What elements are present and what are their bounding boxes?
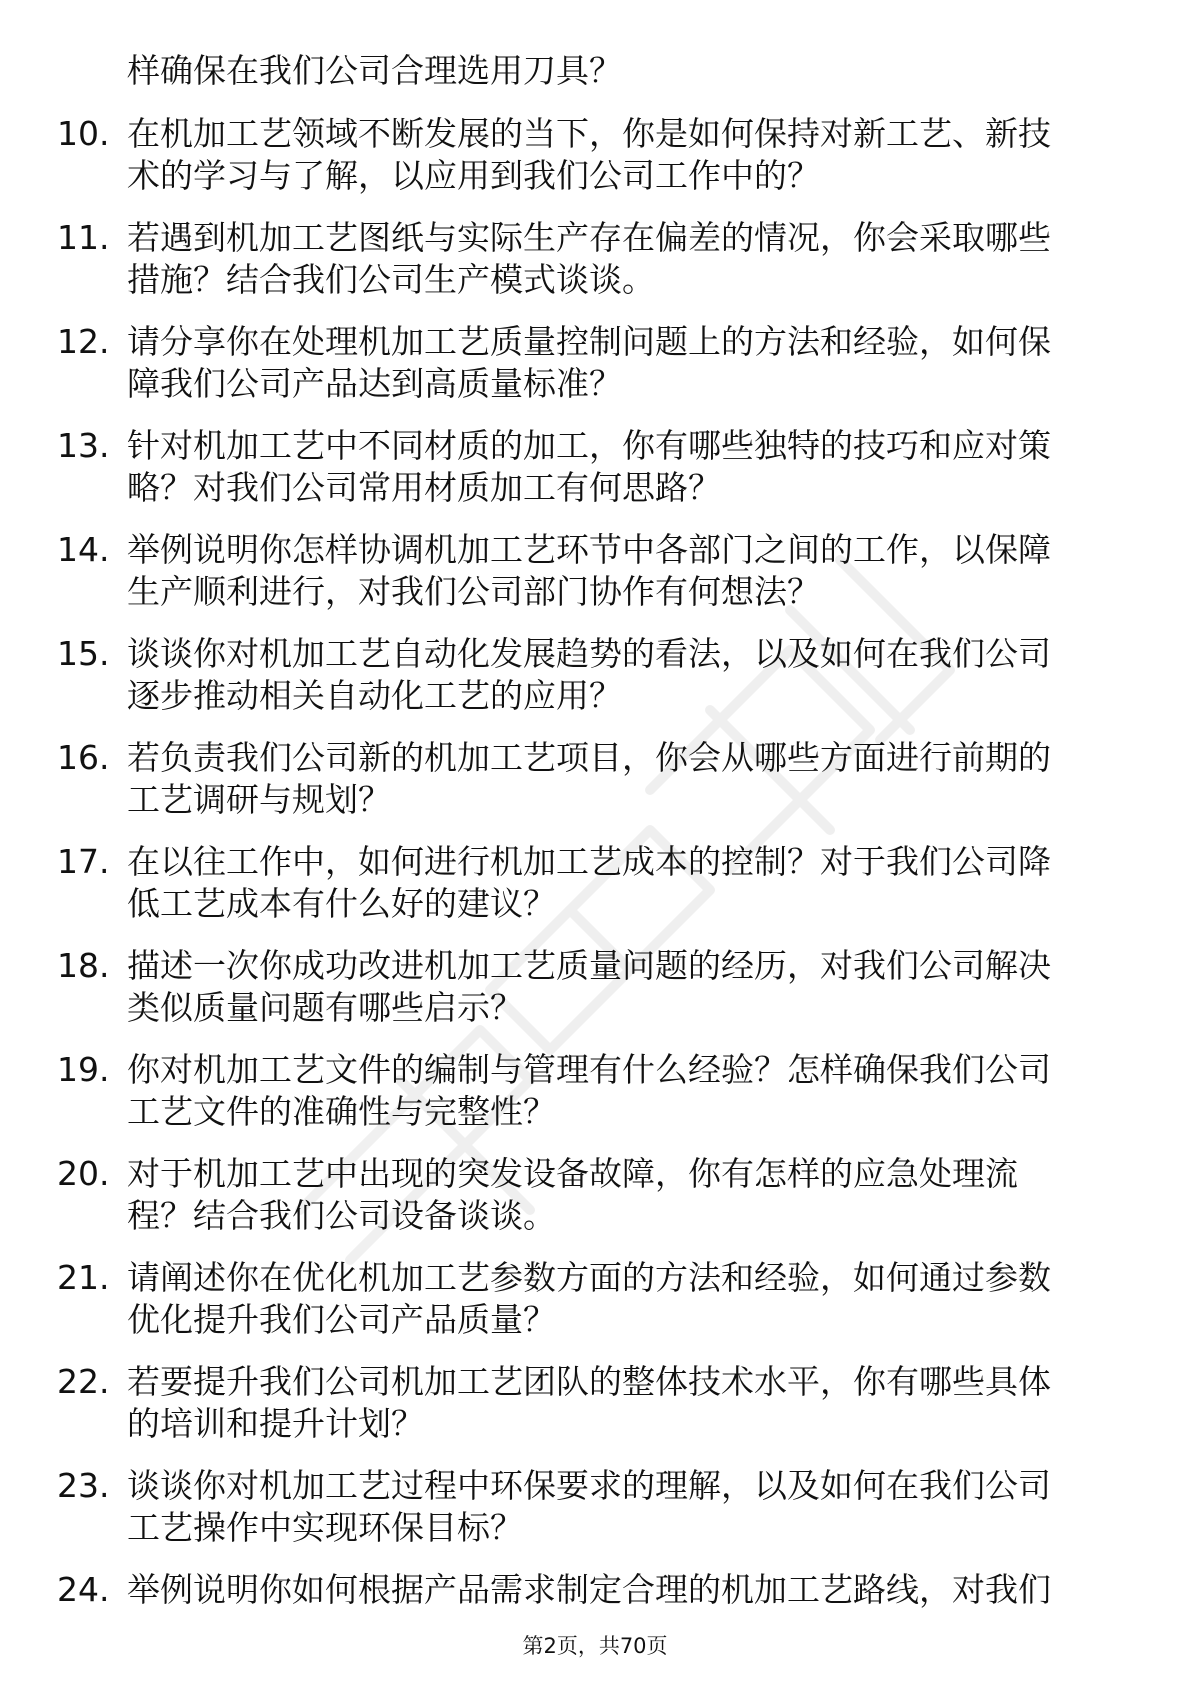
- question-number: 20.: [57, 1154, 110, 1193]
- question-list: [0, 113, 1190, 1673]
- question-text-line: 生产顺利进行，对我们公司部门协作有何想法？: [127, 572, 820, 611]
- question-text-line: 你对机加工艺文件的编制与管理有什么经验？怎样确保我们公司: [127, 1050, 1051, 1089]
- question-text-line: 若要提升我们公司机加工艺团队的整体技术水平，你有哪些具体: [127, 1362, 1051, 1401]
- question-number: 24.: [57, 1570, 110, 1609]
- question-text: [127, 217, 1127, 301]
- question-number: 10.: [57, 114, 110, 153]
- question-number: 15.: [57, 634, 110, 673]
- question-text-line: 举例说明你怎样协调机加工艺环节中各部门之间的工作，以保障: [127, 530, 1051, 569]
- list-item: [0, 1049, 1190, 1153]
- question-text-line: 对于机加工艺中出现的突发设备故障，你有怎样的应急处理流: [127, 1154, 1018, 1193]
- list-item: [0, 425, 1190, 529]
- question-number: 18.: [57, 946, 110, 985]
- list-item: [0, 945, 1190, 1049]
- question-text: [127, 945, 1127, 1029]
- question-text: [127, 1257, 1127, 1341]
- question-number: 13.: [57, 426, 110, 465]
- question-text-line: 谈谈你对机加工艺自动化发展趋势的看法，以及如何在我们公司: [127, 634, 1051, 673]
- list-item: [0, 217, 1190, 321]
- question-text: [127, 737, 1127, 821]
- question-text: [127, 633, 1127, 717]
- list-item: [0, 633, 1190, 737]
- question-text-line: 工艺调研与规划？: [127, 780, 391, 819]
- question-text-line: 谈谈你对机加工艺过程中环保要求的理解，以及如何在我们公司: [127, 1466, 1051, 1505]
- question-text-line: 逐步推动相关自动化工艺的应用？: [127, 676, 622, 715]
- question-text-line: 工艺操作中实现环保目标？: [127, 1508, 523, 1547]
- question-text-line: 略？对我们公司常用材质加工有何思路？: [127, 468, 721, 507]
- list-item: [0, 321, 1190, 425]
- list-item: [0, 1361, 1190, 1465]
- list-item: [0, 737, 1190, 841]
- question-text-line: 在以往工作中，如何进行机加工艺成本的控制？对于我们公司降: [127, 842, 1051, 881]
- list-item: [0, 1153, 1190, 1257]
- question-text-line: 举例说明你如何根据产品需求制定合理的机加工艺路线，对我们: [127, 1570, 1051, 1609]
- question-text: [127, 529, 1127, 613]
- question-text: [127, 1569, 1127, 1611]
- question-number: 22.: [57, 1362, 110, 1401]
- question-text: [127, 841, 1127, 925]
- list-item: [0, 529, 1190, 633]
- question-text: [127, 321, 1127, 405]
- question-text-line: 在机加工艺领域不断发展的当下，你是如何保持对新工艺、新技: [127, 114, 1051, 153]
- question-number: 21.: [57, 1258, 110, 1297]
- question-text-line: 程？结合我们公司设备谈谈。: [127, 1196, 556, 1235]
- question-text-line: 描述一次你成功改进机加工艺质量问题的经历，对我们公司解决: [127, 946, 1051, 985]
- question-number: 23.: [57, 1466, 110, 1505]
- question-number: 19.: [57, 1050, 110, 1089]
- question-text: [127, 1465, 1127, 1549]
- question-text: [127, 425, 1127, 509]
- question-text: [127, 1361, 1127, 1445]
- list-item: [0, 1257, 1190, 1361]
- question-text-line: 若遇到机加工艺图纸与实际生产存在偏差的情况，你会采取哪些: [127, 218, 1051, 257]
- question-number: 16.: [57, 738, 110, 777]
- question-text-line: 类似质量问题有哪些启示？: [127, 988, 523, 1027]
- list-item: [0, 1465, 1190, 1569]
- question-text: [127, 113, 1127, 197]
- question-text-line: 请分享你在处理机加工艺质量控制问题上的方法和经验，如何保: [127, 322, 1051, 361]
- question-text-line: 请阐述你在优化机加工艺参数方面的方法和经验，如何通过参数: [127, 1258, 1051, 1297]
- question-text-line: 障我们公司产品达到高质量标准？: [127, 364, 622, 403]
- list-item: [0, 113, 1190, 217]
- list-item: [0, 841, 1190, 945]
- question-text-line: 术的学习与了解，以应用到我们公司工作中的？: [127, 156, 820, 195]
- question-text-line: 若负责我们公司新的机加工艺项目，你会从哪些方面进行前期的: [127, 738, 1051, 777]
- question-text-line: 优化提升我们公司产品质量？: [127, 1300, 556, 1339]
- question-text-line: 工艺文件的准确性与完整性？: [127, 1092, 556, 1131]
- question-text-line: 的培训和提升计划？: [127, 1404, 424, 1443]
- question-number: 17.: [57, 842, 110, 881]
- question-text-line: 低工艺成本有什么好的建议？: [127, 884, 556, 923]
- question-number: 14.: [57, 530, 110, 569]
- question-text: [127, 1049, 1127, 1133]
- question-number: 12.: [57, 322, 110, 361]
- question-number: 11.: [57, 218, 110, 257]
- question-text: [127, 1153, 1127, 1237]
- question-text-line: 针对机加工艺中不同材质的加工，你有哪些独特的技巧和应对策: [127, 426, 1051, 465]
- page-number-footer: 第2页，共70页: [522, 1634, 668, 1658]
- continued-question-text: 样确保在我们公司合理选用刀具？: [127, 51, 622, 90]
- question-text-line: 措施？结合我们公司生产模式谈谈。: [127, 260, 655, 299]
